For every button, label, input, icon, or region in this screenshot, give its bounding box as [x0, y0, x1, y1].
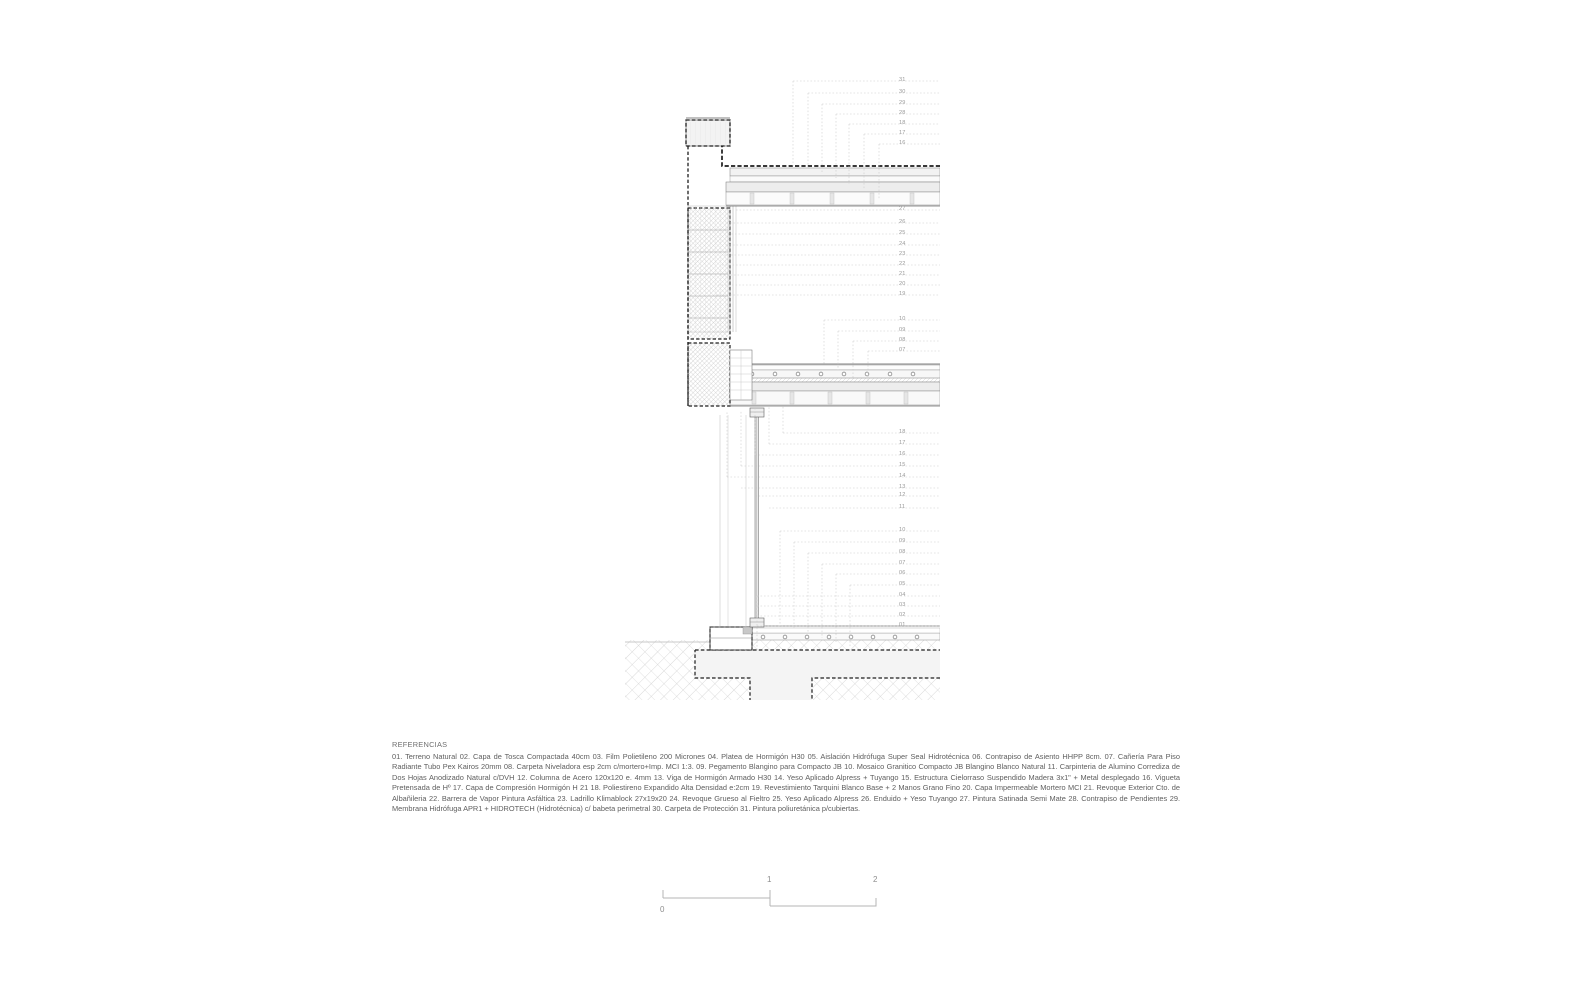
callout-number: 05: [899, 581, 906, 587]
callout-number: 18: [899, 429, 906, 435]
callout-number: 14: [899, 473, 906, 479]
scale-bar-svg: [660, 876, 890, 918]
parapet-cap: [686, 118, 730, 146]
callout-number: 28: [899, 110, 906, 116]
callout-number: 21: [899, 271, 906, 277]
wall-section-drawing: [600, 60, 940, 700]
callout-number: 30: [899, 89, 906, 95]
callout-number: 10: [899, 316, 906, 322]
callout-number: 09: [899, 327, 906, 333]
scale-tick-label-0: 0: [660, 905, 665, 914]
callout-number: 04: [899, 592, 906, 598]
upper-floor-slab: [726, 168, 940, 206]
callout-number: 26: [899, 219, 906, 225]
callout-number: 11: [899, 504, 906, 510]
references-title: REFERENCIAS: [392, 740, 448, 749]
lower-glazing-assembly: [720, 408, 764, 627]
callout-number: 20: [899, 281, 906, 287]
callout-number: 17: [899, 440, 906, 446]
callout-number: 08: [899, 549, 906, 555]
callout-number: 17: [899, 130, 906, 136]
callout-number: 24: [899, 241, 906, 247]
roof-membrane: [688, 145, 940, 166]
callout-number: 13: [899, 484, 906, 490]
callout-number: 07: [899, 347, 906, 353]
callout-number: 18: [899, 120, 906, 126]
callout-number: 02: [899, 612, 906, 618]
scale-bar: [660, 876, 890, 918]
callout-number: 16: [899, 140, 906, 146]
callout-number: 16: [899, 451, 906, 457]
callout-number: 07: [899, 560, 906, 566]
callout-number: 25: [899, 230, 906, 236]
callout-number: 03: [899, 602, 906, 608]
callout-number: 19: [899, 291, 906, 297]
scale-tick-label-1: 1: [767, 875, 772, 884]
scale-tick-label-2: 2: [873, 875, 878, 884]
callout-number: 22: [899, 261, 906, 267]
callout-number: 09: [899, 538, 906, 544]
callout-number: 29: [899, 100, 906, 106]
references-block: [392, 740, 1180, 814]
callout-number: 31: [899, 77, 906, 83]
callout-number: 10: [899, 527, 906, 533]
callout-number: 08: [899, 337, 906, 343]
references-body: 01. Terreno Natural 02. Capa de Tosca Compactada 40cm 03. Film Polietileno 200 Micrones 04. Platea de Hormigón H30 05. Aislación Hidrófuga Super Seal Hidrotécnica 06. Contrapiso de Asiento HHPP 8cm. 07. Cañería Para Piso Radiante Tubo Pex Kairos 20mm 08. Carpeta Niveladora esp 2cm c/mortero+Imp. MCI 1:3. 09. Pegamento Blangino para Compacto JB 10. Mosaico Granitico Compacto JB Blangino Blanco Natural 11. Carpinteria de Alumino Corrediza de Dos Hojas Anodizado Natural c/DVH 12. Columna de Acero 120x120 e. 4mm 13. Viga de Hormigón Armado H30 14. Yeso Aplicado Alpress + Tuyango 15. Estructura Cielorraso Suspendido Madera 3x1" + Metal desplegado 16. Vigueta Pretensada de Hº 17. Capa de Compresión Hormigón H 21 18. Poliestireno Expandido Alta Densidad e:2cm 19. Revestimiento Tarquini Blanco Base + 2 Manos Grano Fino 20. Capa Impermeable Mortero MCI 21. Revoque Exterior Cto. de Albañileria 22. Barrera de Vapor Pintura Asfáltica 23. Ladrillo Klimablock 27x19x20 24. Revoque Grueso al Fieltro 25. Yeso Aplicado Alpress 26. Enduido + Yeso Tuyango 27. Pintura Satinada Semi Mate 28. Contrapiso de Pendientes 29. Membrana Hidrófuga APR1 + HIDROTECH (Hidrotécnica) c/ babeta perimetral 30. Carpeta de Protección 31. Pintura poliuretánica p/cubiertas.: [392, 752, 1180, 814]
callout-number: 23: [899, 251, 906, 257]
callout-number: 06: [899, 570, 906, 576]
callout-number: 15: [899, 462, 906, 468]
section-svg: [600, 60, 940, 700]
callout-number: 01: [899, 622, 906, 628]
callout-number: 27: [899, 206, 906, 212]
callout-number: 12: [899, 492, 906, 498]
